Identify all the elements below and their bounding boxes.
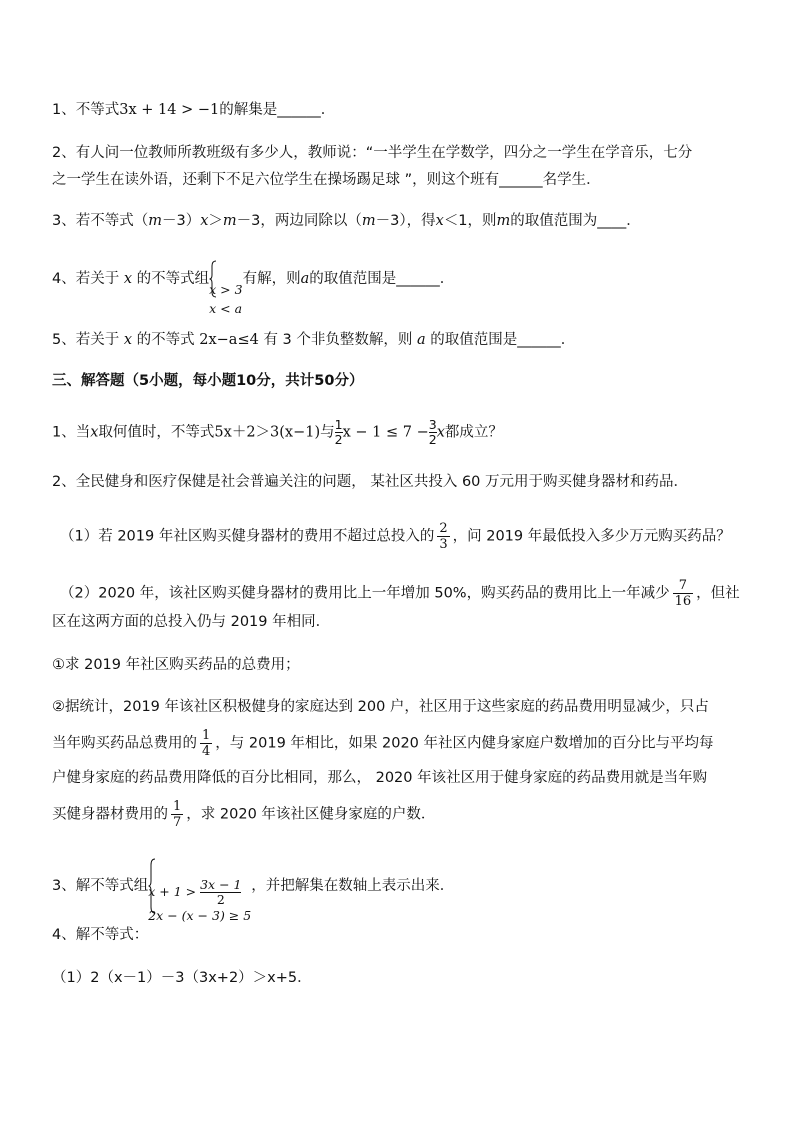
fraction: $\frac{1}{7}$	[173, 799, 182, 830]
problem-2-part-2: （2）2020 年，该社区购买健身器材的费用比上一年增加 50%，购买药品的费用比上一年减少 $\frac{7}{16}$ ，但社	[60, 578, 740, 609]
inequality-system: x + 1 > $\frac{3x - 1}{2}$ 2x − (x − 3) ≥ 5	[148, 858, 251, 914]
fraction: $\frac{3}{2}$	[428, 417, 437, 447]
fraction: $\frac{1}{2}$	[334, 417, 343, 447]
question-1: 1、不等式3x + 14 > −1的解集是______．	[52, 102, 336, 118]
left-brace-icon	[148, 858, 156, 914]
question-3: 3、若不等式（m－3）x＞m－3，两边同除以（m－3），得x＜1，则m的取值范围为____．	[52, 213, 641, 229]
problem-2-item-2-line-4: 买健身器材费用的 $\frac{1}{7}$ ，求 2020 年该社区健身家庭的户数．	[52, 799, 436, 830]
problem-4-part-1: （1）2（x－1）－3（3x+2）＞x+5．	[52, 970, 312, 986]
inequality-expression: 3x + 14 > −1	[119, 102, 220, 118]
fraction: $\frac{3x - 1}{2}$	[200, 877, 242, 907]
left-brace-icon	[209, 260, 217, 298]
inequality-system: x > 3 x < a	[209, 260, 242, 298]
question-4: 4、若关于 x 的不等式组 x > 3 x < a 有解，则a的取值范围是______．	[52, 260, 454, 298]
problem-2-item-2-line-1: ②据统计，2019 年该社区积极健身的家庭达到 200 户，社区用于这些家庭的药品费用明显减少，只占	[52, 699, 709, 715]
problem-4-title: 4、解不等式：	[52, 927, 149, 943]
problem-3: 3、解不等式组 x + 1 > $\frac{3x - 1}{2}$ 2x − (x − 3) ≥ 5 ，并把解集在数轴上表示出来．	[52, 858, 454, 914]
question-2-line-2: 之一学生在读外语，还剩下不足六位学生在操场踢足球 ”，则这个班有______名学生．	[52, 172, 601, 188]
problem-2-item-2-line-2: 当年购买药品总费用的 $\frac{1}{4}$ ，与 2019 年相比，如果 2020 年社区内健身家庭户数增加的百分比与平均每	[52, 728, 714, 759]
problem-1: 1、当x取何值时，不等式5x＋2＞3(x−1)与 $\frac{1}{2}$ x − 1 ≤ 7 − $\frac{3}{2}$ x都成立？	[52, 417, 503, 447]
problem-2-intro: 2、全民健身和医疗保健是社会普遍关注的问题， 某社区共投入 60 万元用于购买健身器材和药品．	[52, 474, 688, 490]
problem-2-item-1: ①求 2019 年社区购买药品的总费用；	[52, 657, 300, 673]
question-2-line-1: 2、有人问一位教师所教班级有多少人，教师说：“一半学生在学数学，四分之一学生在学音乐，七分	[52, 145, 693, 161]
problem-2-part-1: （1）若 2019 年社区购买健身器材的费用不超过总投入的 $\frac{2}{3}$ ，问 2019 年最低投入多少万元购买药品？	[60, 521, 731, 552]
fraction: $\frac{2}{3}$	[439, 521, 448, 552]
fraction: $\frac{1}{4}$	[202, 728, 211, 759]
fraction: $\frac{7}{16}$	[674, 578, 692, 609]
question-5: 5、若关于 x 的不等式 2x−a≤4 有 3 个非负整数解，则 a 的取值范围是______．	[52, 332, 576, 348]
section-heading: 三、解答题（5小题，每小题10分，共计50分）	[52, 373, 364, 389]
problem-2-item-2-line-3: 户健身家庭的药品费用降低的百分比相同，那么， 2020 年该社区用于健身家庭的药品费用就是当年购	[52, 770, 708, 786]
problem-2-part-2-cont: 区在这两方面的总投入仍与 2019 年相同．	[52, 614, 331, 630]
